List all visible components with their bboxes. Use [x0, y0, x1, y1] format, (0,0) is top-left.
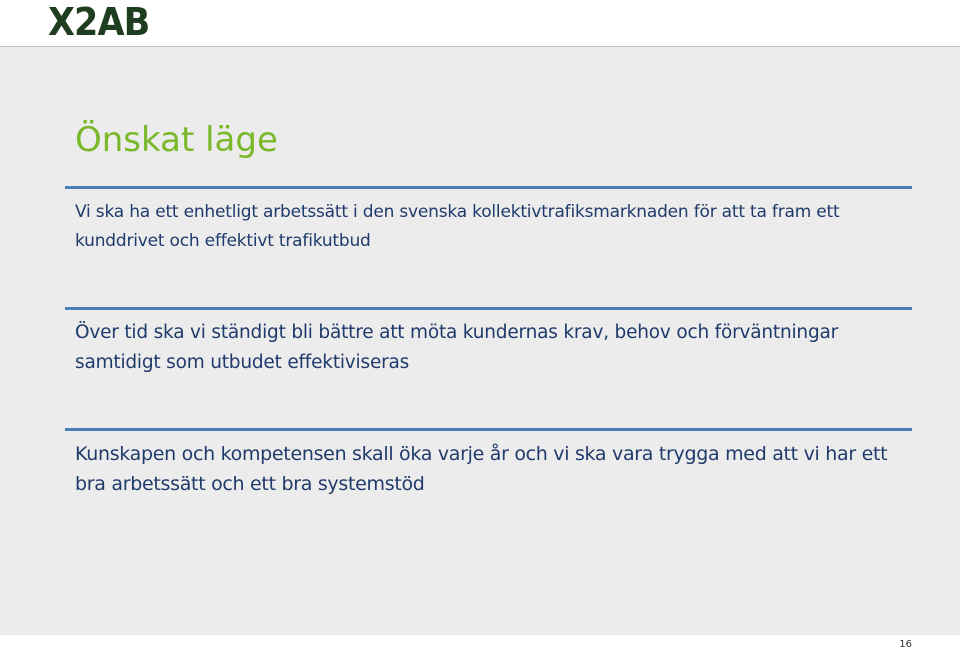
section-divider-3 — [65, 428, 912, 431]
slide-title: Önskat läge — [75, 120, 278, 160]
page-number: 16 — [899, 639, 912, 650]
section-divider-2 — [65, 307, 912, 310]
paragraph-1: Vi ska ha ett enhetligt arbetssätt i den svenska kollektivtrafiksmarknaden för att ta fram ett kunddrivet och effektivt trafikutbud — [75, 202, 840, 251]
company-logo: X2AB — [48, 0, 150, 44]
paragraph-2: Över tid ska vi ständigt bli bättre att möta kundernas krav, behov och förväntningar samtidigt som utbudet effektiviseras — [75, 322, 839, 373]
header-bar — [0, 0, 960, 46]
paragraph-3: Kunskapen och kompetensen skall öka varje år och vi ska vara trygga med att vi har ett bra arbetssätt och ett bra systemstöd — [75, 443, 888, 495]
section-divider-1 — [65, 186, 912, 189]
